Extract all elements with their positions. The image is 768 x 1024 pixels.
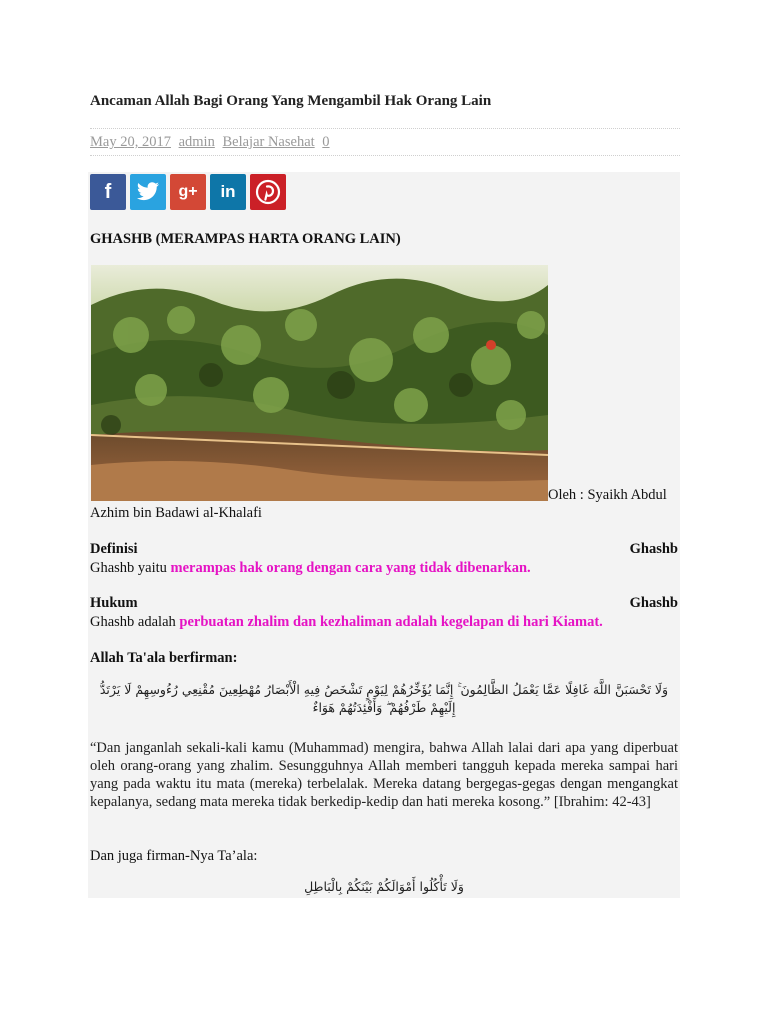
definisi-heading-row	[90, 541, 678, 558]
post-meta	[90, 128, 680, 156]
verse-translation: “Dan janganlah sekali-kali kamu (Muhammad) mengira, bahwa Allah lalai dari apa yang diperbuat oleh orang-orang yang zhalim. Sesungguhnya Allah memberi tangguh kepada mereka sampai hari yang pada waktu itu mata (mereka) terbelalak. Mereka datang bergegas-gegas dengan mengangkat kepalanya, sedang mata mereka tidak berkedip-kedip dan hati mereka kosong.” [Ibrahim: 42-43]	[90, 740, 678, 810]
byline-line-2: Azhim bin Badawi al-Khalafi	[90, 505, 262, 521]
article-byline	[90, 486, 678, 522]
definisi-label: Definisi	[90, 541, 138, 557]
hukum-highlight: perbuatan zhalim dan kezhaliman adalah kegelapan di hari Kiamat.	[179, 614, 603, 630]
facebook-share-button[interactable]	[90, 174, 126, 210]
category-link[interactable]: Belajar Nasehat	[222, 134, 315, 150]
twitter-bird-icon	[136, 181, 160, 203]
definisi-term: Ghashb	[629, 541, 678, 557]
hukum-intro: Ghashb adalah	[90, 614, 176, 630]
page-title: Ancaman Allah Bagi Orang Yang Mengambil Hak Orang Lain	[90, 93, 492, 109]
linkedin-icon: in	[220, 182, 236, 201]
googleplus-share-button[interactable]	[170, 174, 206, 210]
article-content	[88, 172, 680, 898]
article-heading: GHASHB (MERAMPAS HARTA ORANG LAIN)	[90, 231, 401, 247]
hukum-heading-row	[90, 595, 678, 612]
hukum-paragraph	[90, 613, 678, 631]
definisi-paragraph	[90, 559, 678, 577]
article-photo	[91, 265, 548, 501]
twitter-share-button[interactable]	[130, 174, 166, 210]
definisi-intro: Ghashb yaitu	[90, 560, 167, 576]
hukum-label: Hukum	[90, 595, 138, 611]
definisi-highlight: merampas hak orang dengan cara yang tidak dibenarkan.	[170, 560, 531, 576]
comments-link[interactable]: 0	[322, 134, 330, 150]
arabic-verse-2: وَلَا تَأْكُلُوا أَمْوَالَكُمْ بَيْنَكُمْ بِالْبَاطِلِ	[304, 879, 464, 894]
share-buttons	[90, 174, 286, 210]
pinterest-share-button[interactable]	[250, 174, 286, 210]
hukum-term: Ghashb	[629, 595, 678, 611]
byline-line-1: Oleh : Syaikh Abdul	[548, 487, 667, 503]
firman-heading: Allah Ta'ala berfirman:	[90, 650, 238, 666]
facebook-icon: f	[104, 180, 112, 203]
hillside-photo-image	[91, 265, 548, 501]
arabic-verse-1: وَلَا تَحْسَبَنَّ اللَّهَ غَافِلًا عَمَّا يَعْمَلُ الظَّالِمُونَ ۚ إِنَّمَا يُؤَخِّرُهُمْ لِيَوْمٍ تَشْخَصُ فِيهِ الْأَبْصَارُ مُهْطِعِينَ مُقْنِعِي رُءُوسِهِمْ لَا يَرْتَدُّ إِلَيْهِمْ طَرْفُهُمْ ۖ وَأَفْئِدَتُهُمْ هَوَاءٌ	[99, 682, 669, 715]
post-date-link[interactable]: May 20, 2017	[90, 134, 171, 150]
firman2-heading: Dan juga firman-Nya Ta’ala:	[90, 848, 258, 864]
pinterest-icon	[255, 179, 281, 205]
author-link[interactable]: admin	[178, 134, 215, 150]
linkedin-share-button[interactable]	[210, 174, 246, 210]
googleplus-icon: g+	[178, 183, 198, 200]
